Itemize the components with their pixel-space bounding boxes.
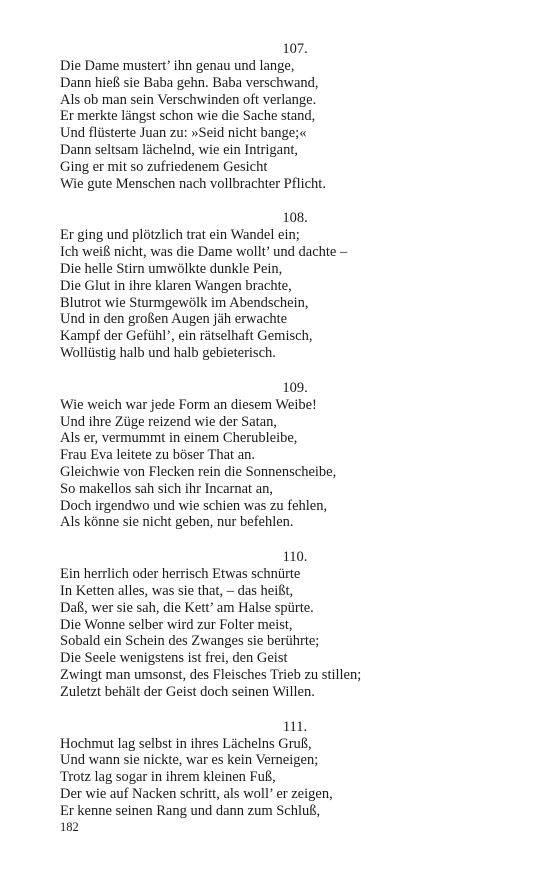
verse-line: Als er, vermummt in einem Cherubleibe, [60,430,298,447]
verse-line: In Ketten alles, was sie that, – das heißt, [60,582,294,599]
stanza [60,40,490,192]
stanza-number: 108. [282,210,308,227]
verse-line: Die Dame mustert’ ihn genau und lange, [60,58,295,74]
verse-line: Wie weich war jede Form an diesem Weibe! [60,396,317,413]
verse-line: Blutrot wie Sturmgewölk im Abendschein, [60,294,309,311]
verse-line: Daß, wer sie sah, die Kett’ am Halse spürte. [60,599,314,616]
verse-line: Gleichwie von Flecken rein die Sonnenscheibe, [60,463,337,480]
verse-line: Er kenne seinen Rang und dann zum Schluß, [60,802,321,819]
stanza [60,548,490,700]
verse-line: Wollüstig halb und halb gebieterisch. [60,344,276,361]
verse-line: Sobald ein Schein des Zwanges sie berührte; [60,633,320,650]
verse-line: Wie gute Menschen nach vollbrachter Pflicht. [60,175,326,192]
verse-line: Die Seele wenigstens ist frei, den Geist [60,650,288,667]
verse-line: Dann seltsam lächelnd, wie ein Intrigant, [60,141,298,158]
verse-line: Die Wonne selber wird zur Folter meist, [60,616,293,633]
verse-line: Hochmut lag selbst in ihres Lächelns Gruß, [60,735,312,752]
poem-text [60,40,490,836]
verse-line: Zuletzt behält der Geist doch seinen Willen. [60,683,315,700]
stanza-number: 107. [282,41,308,57]
verse-line: Ging er mit so zufriedenem Gesicht [60,158,268,175]
verse-line: Der wie auf Nacken schritt, als woll’ er zeigen, [60,785,333,802]
verse-line: Trotz lag sogar in ihrem kleinen Fuß, [60,769,276,786]
verse-line: Ich weiß nicht, was die Dame wollt’ und dachte – [60,244,348,261]
verse-line: Und in den großen Augen jäh erwachte [60,311,288,328]
page-number: 182 [60,820,79,834]
verse-line: Als könne sie nicht geben, nur befehlen. [60,514,294,531]
stanza-number: 110. [282,549,308,566]
verse-line: Er merkte längst schon wie die Sache stand, [60,108,316,125]
verse-line: Dann hieß sie Baba gehn. Baba verschwand, [60,74,319,91]
verse-line: Doch irgendwo und wie schien was zu fehlen, [60,497,328,514]
verse-line: Und wann sie nickte, war es kein Verneigen; [60,752,319,769]
verse-line: Ein herrlich oder herrisch Etwas schnürte [60,566,301,583]
verse-line: Zwingt man umsonst, des Fleisches Trieb zu stillen; [60,666,362,683]
stanza [60,379,490,531]
stanza [60,718,490,820]
stanza [60,209,490,361]
verse-line: Und ihre Züge reizend wie der Satan, [60,413,278,430]
stanza-number: 109. [282,379,308,396]
verse-line: Er ging und plötzlich trat ein Wandel ein; [60,227,300,244]
verse-line: Frau Eva leitete zu böser That an. [60,447,256,464]
verse-line: Die helle Stirn umwölkte dunkle Pein, [60,260,283,277]
stanza-number: 111. [282,718,308,735]
verse-line: Und flüsterte Juan zu: »Seid nicht bange;« [60,125,307,142]
verse-line: Kampf der Gefühl’, ein rätselhaft Gemisch, [60,328,313,345]
verse-line: So makellos sah sich ihr Incarnat an, [60,480,274,497]
verse-line: Die Glut in ihre klaren Wangen brachte, [60,277,292,294]
verse-line: Als ob man sein Verschwinden oft verlange. [60,91,317,108]
